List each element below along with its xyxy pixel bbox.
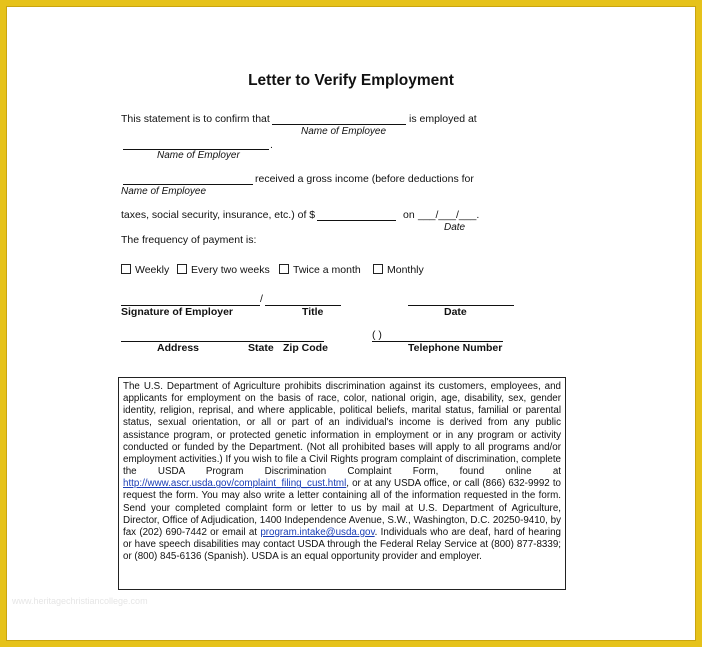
employee-name-label: Name of Employee — [301, 126, 387, 137]
phone-area-code-parens: ( ) — [372, 329, 382, 341]
employee-name-blank[interactable] — [272, 124, 406, 125]
zip-code-label: Zip Code — [283, 342, 328, 354]
notice-text-part2: , or at any USDA office, or call (866) 632-9992 to request the form. You may also write a letter containing all of the information requested in the form. Send your completed complaint form or letter to us by mail at U.S. Department of Agriculture, Director, Office of Adjudication, 1400 Independence Avenue, S.W., Washington, D.C. 20250-9410, by fax (202) 690-7442 or email at — [123, 478, 561, 538]
address-label: Address — [157, 342, 200, 354]
page-title: Letter to Verify Employment — [248, 72, 454, 89]
employer-period: . — [270, 139, 273, 151]
income-date-blank[interactable]: ___/___/___. — [418, 209, 480, 221]
complaint-form-link[interactable]: http://www.ascr.usda.gov/complaint_filing_cust.html — [123, 478, 347, 490]
monthly-checkbox[interactable] — [373, 264, 383, 274]
frequency-monthly-option[interactable]: Monthly — [373, 264, 424, 276]
every-two-weeks-checkbox[interactable] — [177, 264, 187, 274]
date-label: Date — [444, 222, 466, 233]
title-label: Title — [302, 306, 324, 318]
watermark-text: www.heritagechristiancollege.com — [12, 596, 148, 606]
telephone-number-label: Telephone Number — [408, 342, 503, 354]
program-intake-email-link[interactable]: program.intake@usda.gov — [260, 526, 375, 538]
twice-a-month-checkbox[interactable] — [279, 264, 289, 274]
state-label: State — [248, 342, 274, 354]
notice-text-part3: . Individuals who are deaf, hard of hearing or have speech disabilities may contact USDA through the Federal Relay Service at (800) 877-8339; or (800) 845-6136 (Spanish). USDA is an equal opportunity provider and employer. — [123, 526, 561, 563]
payment-frequency-label: The frequency of payment is: — [121, 234, 257, 246]
gross-income-text: received a gross income (before deductions for — [255, 173, 474, 185]
on-label: on — [403, 209, 415, 221]
document-page — [6, 6, 696, 641]
employer-name-label: Name of Employer — [157, 150, 240, 161]
employee-name-label-2: Name of Employee — [121, 186, 207, 197]
frequency-twice-a-month-option[interactable]: Twice a month — [279, 264, 361, 276]
frequency-every-two-weeks-option[interactable]: Every two weeks — [177, 264, 270, 276]
signature-of-employer-label: Signature of Employer — [121, 306, 234, 318]
usda-nondiscrimination-notice — [118, 377, 566, 590]
signature-date-label: Date — [444, 306, 467, 318]
employee-name-blank-2[interactable] — [123, 184, 253, 185]
signature-slash: / — [260, 293, 263, 305]
confirm-statement-suffix: is employed at — [409, 113, 477, 125]
confirm-statement-prefix: This statement is to confirm that — [121, 113, 270, 125]
weekly-checkbox[interactable] — [121, 264, 131, 274]
frequency-weekly-option[interactable]: Weekly — [121, 264, 169, 276]
income-amount-prefix: taxes, social security, insurance, etc.) of $ — [121, 209, 316, 221]
income-amount-blank[interactable] — [317, 220, 396, 221]
notice-text-part1: The U.S. Department of Agriculture prohibits discrimination against its customers, employees, and applicants for employment on the basis of race, color, national origin, age, disability, sex, gender identity, religion, reprisal, and where applicable, political beliefs, marital status, familial or parental status, sexual orientation, or all or part of an individual's income is derived from any public assistance program, or protected genetic information in employment or in any program or activity conducted or funded by the Department. (Not all prohibited bases will apply to all programs and/or employment activities.) If you wish to file a Civil Rights program complaint of discrimination, complete the USDA Program Discrimination Complaint Form, found online at — [123, 381, 561, 478]
